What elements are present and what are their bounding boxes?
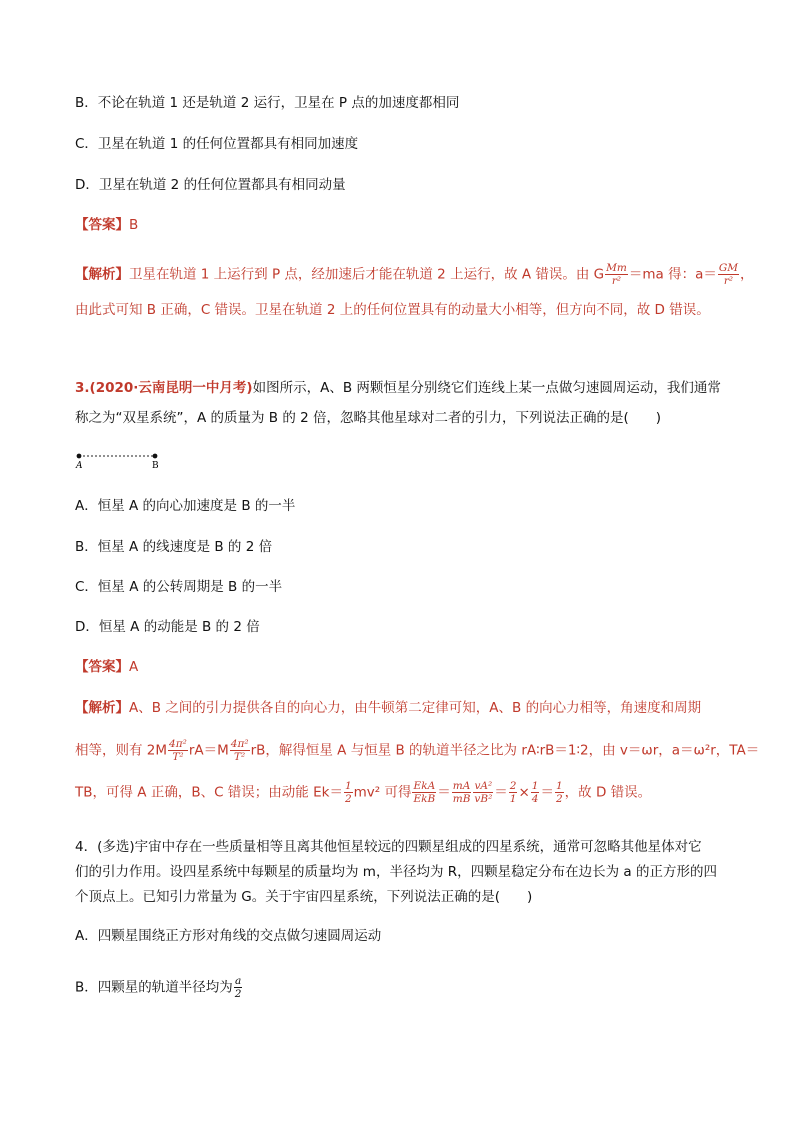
answer-tag: 【答案】 bbox=[75, 659, 129, 675]
fraction-mm-r2: $\frac{Mm}{\text{r²}}$ bbox=[606, 262, 627, 287]
analysis-text: rA＝M bbox=[188, 742, 229, 759]
analysis-text: TB，可得 A 正确，B、C 错误；由动能 Ek＝ bbox=[75, 784, 343, 801]
analysis-text: A、B 之间的引力提供各自的向心力，由牛顿第二定律可知，A、B 的向心力相等，角速度和周期 bbox=[129, 700, 702, 716]
analysis-text: ＝ bbox=[494, 784, 508, 801]
fraction-1-2: $\frac{1}{2}$ bbox=[555, 780, 563, 805]
analysis-text: ＝ma 得：a＝ bbox=[628, 266, 717, 283]
q3-analysis-line1 bbox=[75, 698, 701, 718]
q2-analysis-line1 bbox=[75, 262, 754, 287]
q3-option-c: C．恒星 A 的公转周期是 B 的一半 bbox=[75, 579, 283, 595]
q2-option-d: D．卫星在轨道 2 的任何位置都具有相同动量 bbox=[75, 177, 346, 193]
analysis-text: 卫星在轨道 1 上运行到 P 点，经加速后才能在轨道 2 上运行，故 A 错误。由 G bbox=[129, 266, 605, 283]
star-a-dot bbox=[77, 454, 82, 459]
star-b-label: B bbox=[152, 461, 159, 470]
fraction-4pi2-t2: $\frac{\text{4π²}}{\text{T²}}$ bbox=[230, 738, 249, 763]
analysis-text: 相等，则有 2M bbox=[75, 742, 168, 759]
answer-tag: 【答案】 bbox=[75, 217, 129, 233]
fraction-ma-mb: $\frac{mA}{mB}$ bbox=[452, 780, 471, 805]
option-text: B．四颗星的轨道半径均为 bbox=[75, 979, 233, 996]
answer-value: A bbox=[129, 659, 139, 675]
fraction-one-half: $\frac{1}{2}$ bbox=[344, 780, 352, 805]
fraction-gm-r2: $\frac{GM}{\text{r²}}$ bbox=[718, 262, 738, 287]
q4-stem-line3: 个顶点上。已知引力常量为 G。关于宇宙四星系统，下列说法正确的是( ) bbox=[75, 889, 533, 905]
fraction-1-4: $\frac{1}{4}$ bbox=[531, 780, 539, 805]
analysis-text: ＝ bbox=[437, 784, 451, 801]
q4-stem-line1: 4．(多选)宇宙中存在一些质量相等且离其他恒星较远的四颗星组成的四星系统，通常可忽略其他星体对它 bbox=[75, 839, 702, 855]
analysis-text: ＝ bbox=[540, 784, 554, 801]
q3-analysis-line2 bbox=[75, 738, 759, 763]
q3-option-d: D．恒星 A 的动能是 B 的 2 倍 bbox=[75, 619, 260, 635]
analysis-tag: 【解析】 bbox=[75, 700, 129, 716]
q2-answer bbox=[75, 215, 138, 235]
q3-option-b: B．恒星 A 的线速度是 B 的 2 倍 bbox=[75, 539, 273, 555]
analysis-text: × bbox=[518, 784, 530, 801]
q3-number: 3. bbox=[75, 380, 90, 396]
fraction-4pi2-t2: $\frac{\text{4π²}}{\text{T²}}$ bbox=[169, 738, 187, 763]
analysis-text: rB，解得恒星 A 与恒星 B 的轨道半径之比为 rA∶rB＝1∶2，由 v＝ωr，a＝ω²r，TA＝ bbox=[250, 742, 760, 759]
binary-star-diagram bbox=[75, 450, 175, 470]
analysis-tag: 【解析】 bbox=[75, 266, 129, 283]
fraction-a-over-2: $\frac{a}{2}$ bbox=[234, 975, 242, 1000]
star-a-label: A bbox=[76, 461, 83, 470]
q3-option-a: A．恒星 A 的向心加速度是 B 的一半 bbox=[75, 498, 296, 514]
q3-source: (2020·云南昆明一中月考) bbox=[89, 380, 253, 396]
q4-stem-line2: 们的引力作用。设四星系统中每颗星的质量均为 m，半径均为 R，四颗星稳定分布在边长为 a 的正方形的四 bbox=[75, 864, 717, 880]
q2-analysis-line2: 由此式可知 B 正确，C 错误。卫星在轨道 2 上的任何位置具有的动量大小相等，但方向不同，故 D 错误。 bbox=[75, 302, 710, 318]
q2-option-c: C．卫星在轨道 1 的任何位置都具有相同加速度 bbox=[75, 136, 359, 152]
q3-stem-text: 如图所示，A、B 两颗恒星分别绕它们连线上某一点做匀速圆周运动，我们通常 bbox=[252, 380, 721, 396]
analysis-text: mv² 可得 bbox=[353, 784, 412, 801]
q3-analysis-line3 bbox=[75, 780, 651, 805]
q3-stem-line1 bbox=[75, 378, 721, 398]
star-b-dot bbox=[153, 454, 158, 459]
q3-answer bbox=[75, 657, 138, 677]
q4-option-b bbox=[75, 975, 243, 1000]
fraction-eka-ekb: $\frac{\text{EkA}}{\text{EkB}}$ bbox=[413, 780, 436, 805]
q4-option-a: A．四颗星围绕正方形对角线的交点做匀速圆周运动 bbox=[75, 928, 382, 944]
fraction-2-1: $\frac{2}{1}$ bbox=[509, 780, 517, 805]
q2-option-b: B．不论在轨道 1 还是轨道 2 运行，卫星在 P 点的加速度都相同 bbox=[75, 95, 460, 111]
fraction-va2-vb2: $\frac{\text{vA²}}{\text{vB²}}$ bbox=[474, 780, 493, 805]
analysis-text: ， bbox=[740, 266, 754, 283]
answer-value: B bbox=[129, 217, 139, 233]
analysis-text: ，故 D 错误。 bbox=[564, 784, 652, 801]
q3-stem-line2: 称之为“双星系统”，A 的质量为 B 的 2 倍，忽略其他星球对二者的引力，下列说法正确的是( ) bbox=[75, 410, 662, 426]
